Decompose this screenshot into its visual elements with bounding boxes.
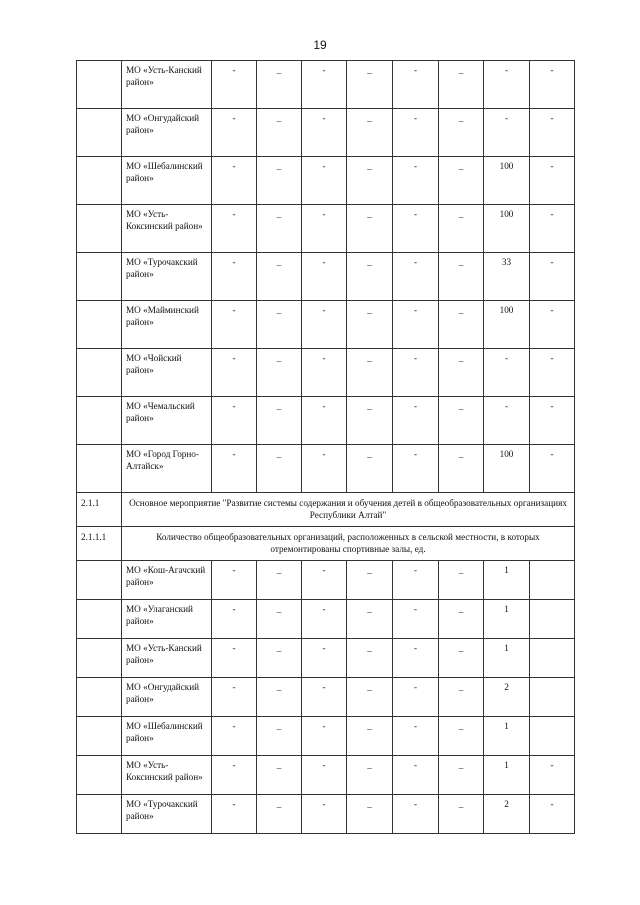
code-cell xyxy=(77,445,122,493)
value-cell: - xyxy=(212,794,257,833)
municipality-name: МО «Кош-Агачский район» xyxy=(122,560,212,599)
value-cell: - xyxy=(302,755,347,794)
value-cell: - xyxy=(212,349,257,397)
value-cell: _ xyxy=(257,205,302,253)
municipality-name: МО «Шебалинский район» xyxy=(122,157,212,205)
municipality-name: МО «Турочакский район» xyxy=(122,794,212,833)
value-cell: - xyxy=(530,253,575,301)
value-cell: _ xyxy=(257,755,302,794)
value-cell: 2 xyxy=(484,794,530,833)
municipality-name: МО «Усть-Канский район» xyxy=(122,61,212,109)
value-cell xyxy=(530,677,575,716)
value-cell: _ xyxy=(347,794,393,833)
table-row xyxy=(77,794,575,833)
value-cell: - xyxy=(212,109,257,157)
value-cell: _ xyxy=(347,253,393,301)
value-cell: _ xyxy=(257,301,302,349)
indicator-table xyxy=(76,60,575,834)
value-cell: - xyxy=(530,205,575,253)
value-cell: _ xyxy=(347,638,393,677)
table-row xyxy=(77,445,575,493)
value-cell: _ xyxy=(439,157,484,205)
table-row xyxy=(77,349,575,397)
table-row xyxy=(77,638,575,677)
value-cell: - xyxy=(212,638,257,677)
table-row xyxy=(77,716,575,755)
value-cell: - xyxy=(212,205,257,253)
value-cell: - xyxy=(212,560,257,599)
value-cell: - xyxy=(302,794,347,833)
value-cell: 100 xyxy=(484,205,530,253)
value-cell: - xyxy=(302,349,347,397)
value-cell: _ xyxy=(257,349,302,397)
value-cell: _ xyxy=(257,61,302,109)
value-cell: _ xyxy=(439,638,484,677)
value-cell: - xyxy=(302,109,347,157)
value-cell: _ xyxy=(257,253,302,301)
section-row-2-1-1 xyxy=(77,493,575,527)
value-cell: _ xyxy=(439,794,484,833)
rows-bottom xyxy=(77,560,575,833)
value-cell: 100 xyxy=(484,445,530,493)
value-cell: - xyxy=(302,638,347,677)
value-cell: _ xyxy=(257,397,302,445)
code-cell xyxy=(77,599,122,638)
table-row xyxy=(77,109,575,157)
value-cell: _ xyxy=(439,205,484,253)
value-cell: - xyxy=(212,445,257,493)
table-row xyxy=(77,205,575,253)
value-cell: - xyxy=(212,716,257,755)
value-cell: - xyxy=(393,445,439,493)
value-cell: - xyxy=(212,157,257,205)
value-cell: _ xyxy=(347,61,393,109)
value-cell: - xyxy=(530,61,575,109)
code-cell xyxy=(77,794,122,833)
municipality-name: МО «Онгудайский район» xyxy=(122,677,212,716)
value-cell: - xyxy=(302,599,347,638)
municipality-name: МО «Чемальский район» xyxy=(122,397,212,445)
municipality-name: МО «Шебалинский район» xyxy=(122,716,212,755)
value-cell: _ xyxy=(439,755,484,794)
value-cell xyxy=(530,716,575,755)
value-cell: 1 xyxy=(484,716,530,755)
code-cell xyxy=(77,109,122,157)
value-cell: - xyxy=(393,716,439,755)
value-cell: - xyxy=(393,349,439,397)
value-cell: _ xyxy=(439,716,484,755)
value-cell: - xyxy=(302,560,347,599)
municipality-name: МО «Майминский район» xyxy=(122,301,212,349)
municipality-name: МО «Усть-Канский район» xyxy=(122,638,212,677)
value-cell: _ xyxy=(439,301,484,349)
value-cell: - xyxy=(212,61,257,109)
value-cell: - xyxy=(530,397,575,445)
table-row xyxy=(77,560,575,599)
value-cell: _ xyxy=(439,677,484,716)
value-cell: - xyxy=(302,301,347,349)
code-cell xyxy=(77,560,122,599)
value-cell: _ xyxy=(439,253,484,301)
value-cell: - xyxy=(393,253,439,301)
value-cell: - xyxy=(212,755,257,794)
table-row xyxy=(77,157,575,205)
value-cell: - xyxy=(393,157,439,205)
value-cell: - xyxy=(302,397,347,445)
value-cell: - xyxy=(530,755,575,794)
section-code: 2.1.1 xyxy=(77,493,122,527)
value-cell: _ xyxy=(257,560,302,599)
municipality-name: МО «Чойский район» xyxy=(122,349,212,397)
page-number: 19 xyxy=(313,38,327,52)
value-cell: _ xyxy=(257,677,302,716)
value-cell: _ xyxy=(347,677,393,716)
value-cell: 33 xyxy=(484,253,530,301)
section-rows xyxy=(77,493,575,561)
value-cell: - xyxy=(212,599,257,638)
value-cell: - xyxy=(302,253,347,301)
value-cell: _ xyxy=(347,397,393,445)
value-cell: 1 xyxy=(484,599,530,638)
value-cell: - xyxy=(484,349,530,397)
code-cell xyxy=(77,205,122,253)
value-cell: - xyxy=(393,677,439,716)
code-cell xyxy=(77,61,122,109)
value-cell: 1 xyxy=(484,560,530,599)
value-cell: - xyxy=(530,349,575,397)
value-cell: _ xyxy=(439,349,484,397)
value-cell: - xyxy=(302,677,347,716)
value-cell: - xyxy=(393,205,439,253)
code-cell xyxy=(77,755,122,794)
code-cell xyxy=(77,397,122,445)
value-cell: _ xyxy=(257,794,302,833)
value-cell: _ xyxy=(439,397,484,445)
table-row xyxy=(77,301,575,349)
code-cell xyxy=(77,301,122,349)
value-cell: 2 xyxy=(484,677,530,716)
municipality-name: МО «Онгудайский район» xyxy=(122,109,212,157)
value-cell: - xyxy=(393,638,439,677)
municipality-name: МО «Город Горно-Алтайск» xyxy=(122,445,212,493)
value-cell: _ xyxy=(347,560,393,599)
value-cell: 100 xyxy=(484,157,530,205)
value-cell: _ xyxy=(257,445,302,493)
value-cell: - xyxy=(393,560,439,599)
value-cell: _ xyxy=(257,638,302,677)
table-row xyxy=(77,61,575,109)
value-cell: 1 xyxy=(484,755,530,794)
value-cell: _ xyxy=(347,755,393,794)
value-cell: _ xyxy=(347,599,393,638)
code-cell xyxy=(77,157,122,205)
value-cell: - xyxy=(393,794,439,833)
table-row xyxy=(77,677,575,716)
value-cell: - xyxy=(393,397,439,445)
value-cell: - xyxy=(212,677,257,716)
value-cell: - xyxy=(393,109,439,157)
value-cell: _ xyxy=(439,599,484,638)
value-cell: - xyxy=(530,445,575,493)
value-cell: 100 xyxy=(484,301,530,349)
value-cell: _ xyxy=(347,445,393,493)
value-cell: _ xyxy=(347,157,393,205)
code-cell xyxy=(77,349,122,397)
value-cell: - xyxy=(530,301,575,349)
value-cell: - xyxy=(484,109,530,157)
section-title: Количество общеобразовательных организаций, расположенных в сельской местности, в которых отремонтированы спортивные залы, ед. xyxy=(122,526,575,560)
code-cell xyxy=(77,638,122,677)
value-cell: - xyxy=(302,716,347,755)
value-cell xyxy=(530,638,575,677)
value-cell: - xyxy=(393,61,439,109)
value-cell: _ xyxy=(257,716,302,755)
value-cell: _ xyxy=(347,716,393,755)
value-cell: - xyxy=(212,397,257,445)
municipality-name: МО «Улаганский район» xyxy=(122,599,212,638)
value-cell xyxy=(530,599,575,638)
value-cell: - xyxy=(302,205,347,253)
value-cell: - xyxy=(302,445,347,493)
value-cell: _ xyxy=(347,349,393,397)
municipality-name: МО «Усть-Коксинский район» xyxy=(122,755,212,794)
value-cell: - xyxy=(212,301,257,349)
value-cell: - xyxy=(393,599,439,638)
value-cell: _ xyxy=(347,109,393,157)
value-cell: _ xyxy=(347,205,393,253)
table-row xyxy=(77,755,575,794)
value-cell: - xyxy=(530,157,575,205)
value-cell: _ xyxy=(257,109,302,157)
code-cell xyxy=(77,716,122,755)
value-cell: _ xyxy=(439,445,484,493)
value-cell: _ xyxy=(347,301,393,349)
value-cell: _ xyxy=(439,61,484,109)
municipality-name: МО «Турочакский район» xyxy=(122,253,212,301)
value-cell: 1 xyxy=(484,638,530,677)
value-cell: - xyxy=(302,61,347,109)
table-row xyxy=(77,253,575,301)
value-cell: - xyxy=(393,755,439,794)
value-cell: _ xyxy=(257,599,302,638)
value-cell: - xyxy=(484,61,530,109)
value-cell: - xyxy=(530,794,575,833)
code-cell xyxy=(77,677,122,716)
section-row-2-1-1-1 xyxy=(77,526,575,560)
rows-top xyxy=(77,61,575,493)
value-cell: _ xyxy=(439,109,484,157)
value-cell: _ xyxy=(257,157,302,205)
code-cell xyxy=(77,253,122,301)
value-cell xyxy=(530,560,575,599)
municipality-name: МО «Усть-Коксинский район» xyxy=(122,205,212,253)
table-row xyxy=(77,397,575,445)
value-cell: - xyxy=(393,301,439,349)
value-cell: _ xyxy=(439,560,484,599)
value-cell: - xyxy=(212,253,257,301)
value-cell: - xyxy=(530,109,575,157)
section-title: Основное мероприятие "Развитие системы содержания и обучения детей в общеобразовательных организациях Республики Алтай" xyxy=(122,493,575,527)
table-row xyxy=(77,599,575,638)
value-cell: - xyxy=(484,397,530,445)
section-code: 2.1.1.1 xyxy=(77,526,122,560)
value-cell: - xyxy=(302,157,347,205)
